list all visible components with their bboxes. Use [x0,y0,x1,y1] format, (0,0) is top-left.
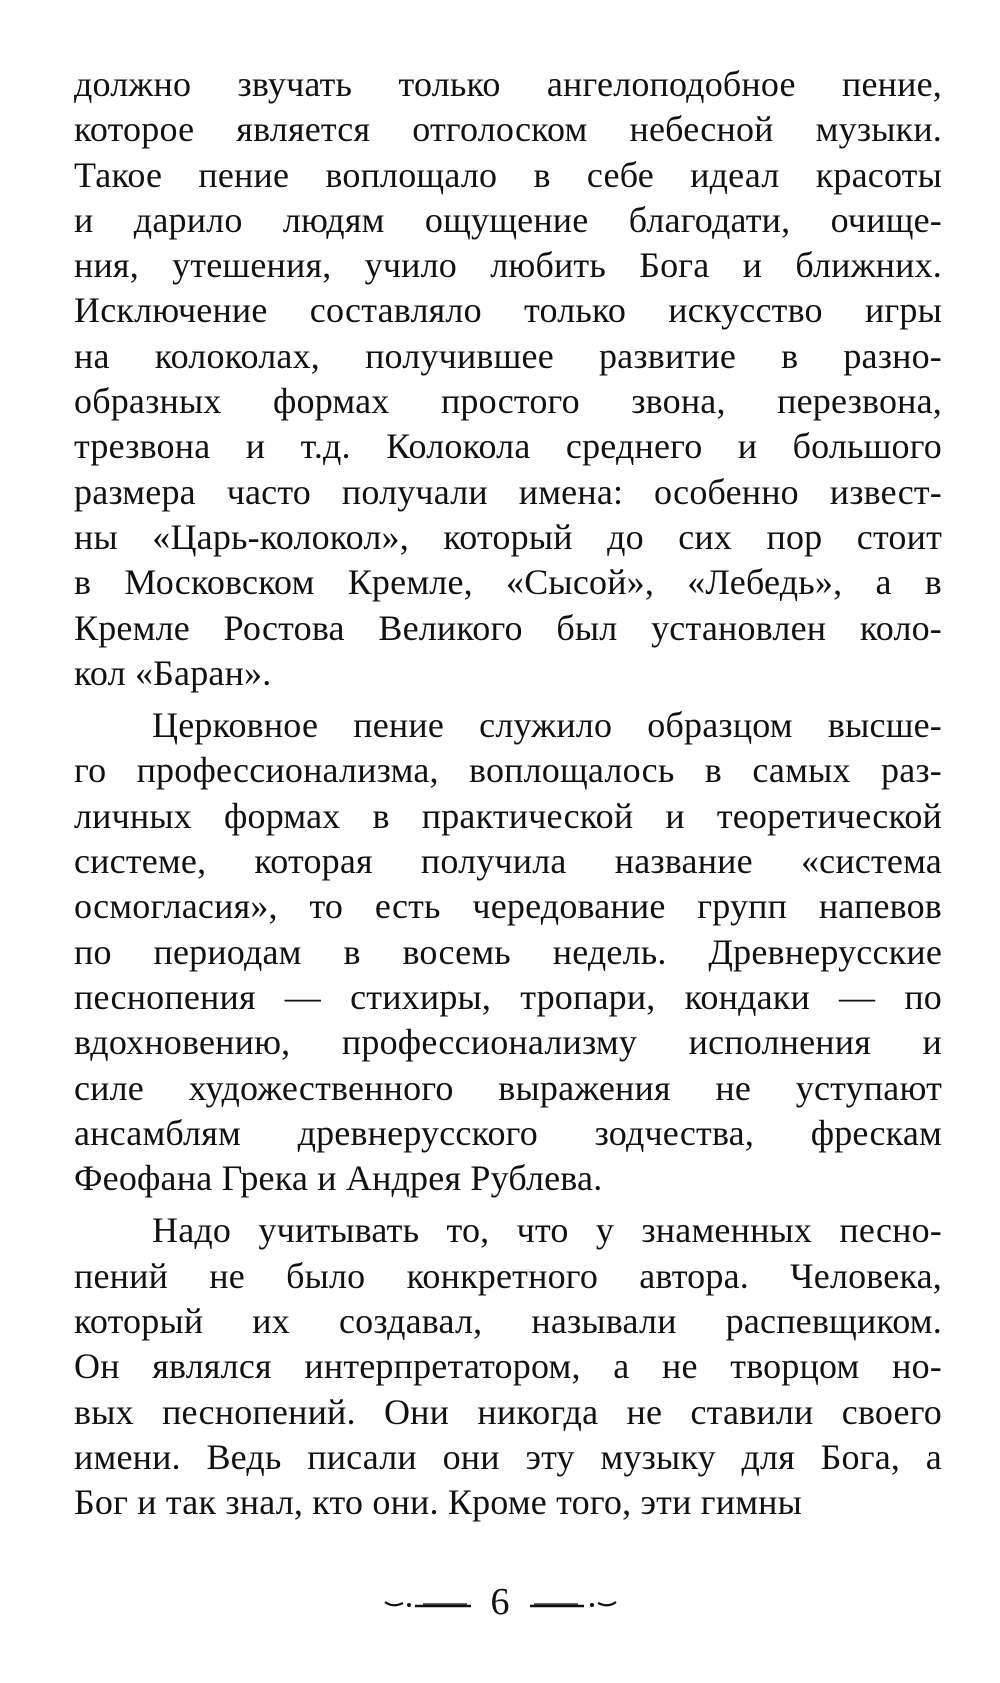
text-line: вых песнопений. Они никогда не ставили своего [74,1391,942,1432]
paragraph-gap [74,1201,942,1208]
text-line: ны «Царь-колокол», который до сих пор стоит [74,516,942,557]
page-footer [0,1572,1000,1632]
text-line: имени. Ведь писали они эту музыку для Бога, а [74,1436,942,1477]
text-line: личных формах в практической и теоретической [74,795,942,836]
text-line: размера часто получали имена: особенно извест- [74,471,942,512]
text-line: Кремле Ростова Великого был установлен коло- [74,607,942,648]
text-line: который их создавал, называли распевщиком. [74,1301,942,1342]
right-ornament [526,1592,618,1612]
text-line: трезвона и т.д. Колокола среднего и большого [74,426,942,467]
text-line: ния, утешения, учило любить Бога и ближних. [74,245,942,286]
paragraph [74,1208,942,1525]
text-line: песнопения — стихиры, тропари, кондаки — по [74,976,942,1017]
text-line: осмогласия», то есть чередование групп напевов [74,886,942,927]
body-text [74,62,942,1526]
text-line: которое является отголоском небесной музыки. [74,109,942,150]
paragraph [74,703,942,1201]
text-line: Церковное пение служило образцом высше- [152,705,942,746]
text-line: пений не было конкретного автора. Человека, [74,1255,942,1296]
text-line: системе, которая получила название «система [74,841,942,882]
text-line: Такое пение воплощало в себе идеал красоты [74,154,942,195]
text-line: по периодам в восемь недель. Древнерусские [74,931,942,972]
text-line: Феофана Грека и Андрея Рублева. [74,1158,603,1199]
left-ornament [383,1592,475,1612]
text-line: Бог и так знал, кто они. Кроме того, эти гимны [74,1482,803,1523]
text-line: силе художественного выражения не уступают [74,1067,942,1108]
text-line: ансамблям древнерусского зодчества, фрескам [74,1112,942,1153]
text-line: го профессионализма, воплощалось в самых раз- [74,750,942,791]
paragraph [74,62,942,696]
text-line: кол «Баран». [74,652,272,693]
text-line: в Московском Кремле, «Сысой», «Лебедь», а в [74,562,942,603]
text-line: Надо учитывать то, что у знаменных песно- [152,1210,942,1251]
page-number: 6 [490,1581,510,1623]
text-line: должно звучать только ангелоподобное пение, [74,64,942,104]
text-line: на колоколах, получившее развитие в разно- [74,335,942,376]
text-line: и дарило людям ощущение благодати, очище- [74,199,942,240]
text-line: Он являлся интерпретатором, а не творцом но- [74,1346,942,1387]
text-line: образных формах простого звона, перезвона, [74,381,942,422]
paragraph-gap [74,696,942,703]
text-line: Исключение составляло только искусство игры [74,290,942,331]
text-line: вдохновению, профессионализму исполнения и [74,1022,942,1063]
